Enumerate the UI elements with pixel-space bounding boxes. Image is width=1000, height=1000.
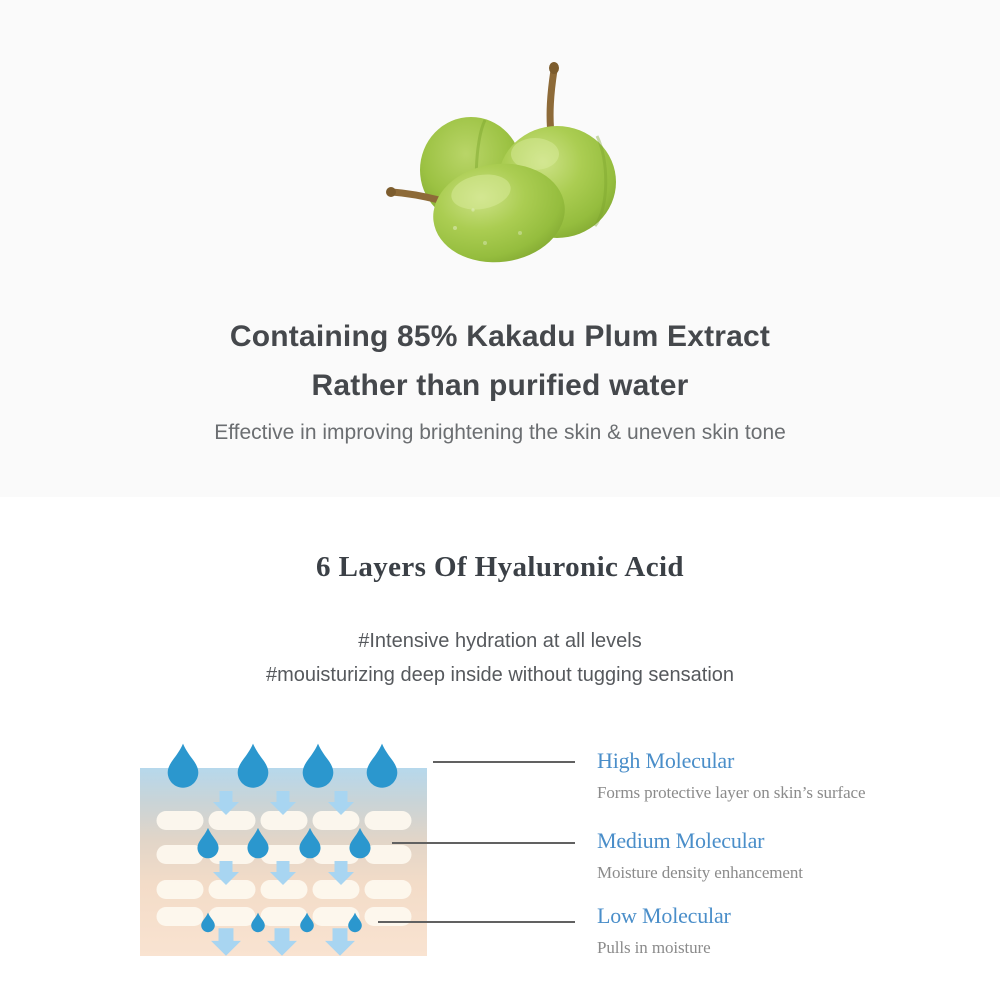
legend-desc: Moisture density enhancement bbox=[597, 863, 803, 882]
legend-medium-molecular bbox=[597, 828, 803, 883]
legend-label: Low Molecular bbox=[597, 903, 731, 928]
legend-label: High Molecular bbox=[597, 748, 735, 773]
hashtag-lines bbox=[0, 624, 1000, 692]
skin-layers-diagram bbox=[140, 735, 430, 960]
hashtag-line-2: #mouisturizing deep inside without tugging sensation bbox=[265, 664, 735, 686]
title-line-1: Containing 85% Kakadu Plum Extract bbox=[229, 320, 771, 353]
low-molecular-connector-line bbox=[378, 921, 575, 923]
hyaluronic-heading: 6 Layers Of Hyaluronic Acid bbox=[316, 551, 684, 583]
legend-low-molecular bbox=[597, 903, 731, 958]
legend-desc: Forms protective layer on skin’s surface bbox=[597, 783, 866, 802]
legend-label: Medium Molecular bbox=[597, 828, 765, 853]
kakadu-plum-image bbox=[385, 58, 645, 263]
section-subtitle: Effective in improving brightening the skin & uneven skin tone bbox=[214, 421, 786, 444]
section-title bbox=[0, 312, 1000, 410]
legend-desc: Pulls in moisture bbox=[597, 938, 711, 957]
hashtag-line-1: #Intensive hydration at all levels bbox=[358, 630, 642, 652]
medium-molecular-connector-line bbox=[392, 842, 575, 844]
high-molecular-connector-line bbox=[433, 761, 575, 763]
title-line-2: Rather than purified water bbox=[311, 369, 689, 402]
legend-high-molecular bbox=[597, 748, 865, 803]
